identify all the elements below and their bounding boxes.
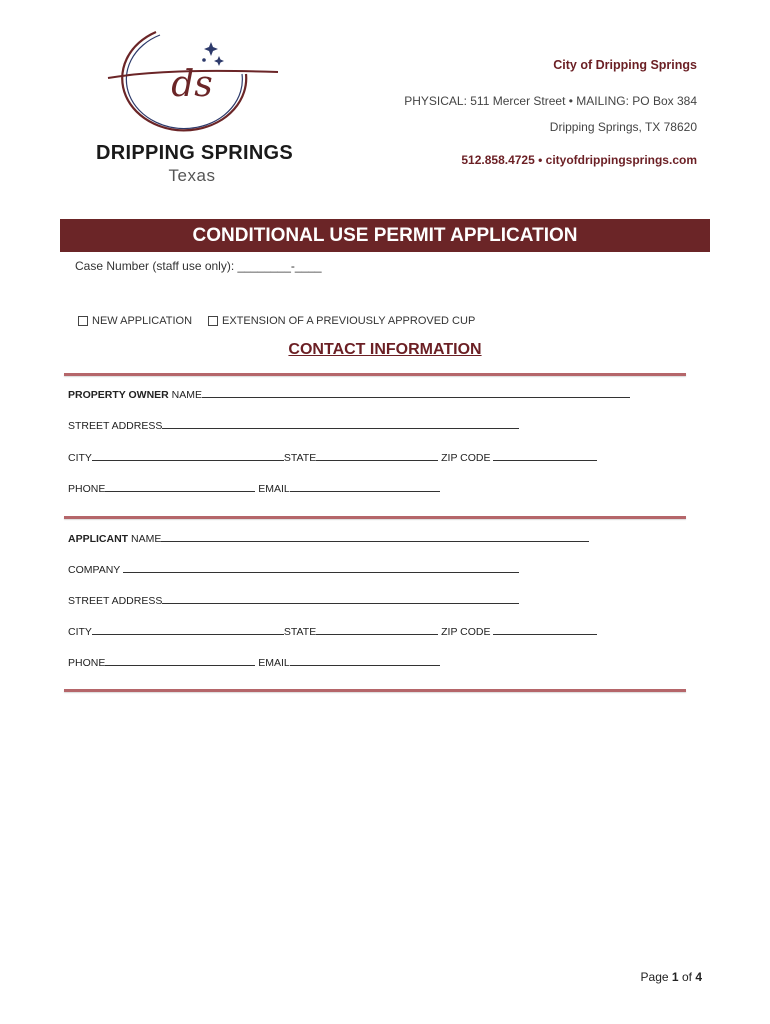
owner-name-label: NAME: [171, 389, 202, 401]
owner-city-line[interactable]: [92, 451, 284, 461]
owner-street-label: STREET ADDRESS: [68, 420, 163, 432]
applicant-company-label: COMPANY: [68, 564, 121, 576]
owner-phone-email-row[interactable]: [68, 482, 440, 495]
applicant-street-line[interactable]: [162, 594, 519, 604]
applicant-phone-label: PHONE: [68, 657, 106, 669]
page-current: 1: [671, 970, 679, 984]
applicant-company-field[interactable]: [68, 563, 519, 576]
owner-zip-label: ZIP CODE: [441, 452, 491, 464]
applicant-city-line[interactable]: [92, 625, 284, 635]
logo-state: Texas: [168, 166, 216, 185]
header-address: PHYSICAL: 511 Mercer Street • MAILING: PO Box 384: [404, 94, 697, 108]
applicant-zip-label: ZIP CODE: [441, 626, 491, 638]
applicant-role-label: APPLICANT: [68, 533, 129, 545]
applicant-email-line[interactable]: [290, 656, 440, 666]
applicant-state-line[interactable]: [316, 625, 438, 635]
section-divider: [64, 516, 686, 519]
applicant-city-label: CITY: [68, 626, 92, 638]
logo-emblem: [96, 22, 288, 142]
extension-label: EXTENSION OF A PREVIOUSLY APPROVED CUP: [222, 315, 476, 327]
new-application-option[interactable]: [78, 315, 192, 327]
applicant-phone-email-row[interactable]: [68, 656, 440, 669]
owner-street-field[interactable]: [68, 419, 519, 432]
applicant-zip-line[interactable]: [493, 625, 597, 635]
case-number-field: Case Number (staff use only): ________-____: [75, 259, 322, 273]
owner-state-label: STATE: [283, 452, 317, 464]
page-number: [641, 970, 702, 984]
applicant-email-label: EMAIL: [258, 657, 290, 669]
new-application-label: NEW APPLICATION: [92, 315, 193, 327]
applicant-phone-line[interactable]: [105, 656, 255, 666]
owner-zip-line[interactable]: [493, 451, 597, 461]
page-of-word: of: [681, 970, 692, 984]
applicant-city-state-zip-row[interactable]: [68, 625, 597, 638]
page-word: Page: [640, 970, 669, 984]
applicant-state-label: STATE: [283, 626, 317, 638]
owner-state-line[interactable]: [316, 451, 438, 461]
owner-city-state-zip-row[interactable]: [68, 451, 597, 464]
owner-phone-label: PHONE: [68, 483, 106, 495]
owner-email-label: EMAIL: [258, 483, 290, 495]
applicant-company-line[interactable]: [123, 563, 519, 573]
logo-name: DRIPPING SPRINGS: [96, 142, 294, 164]
header-city: City of Dripping Springs: [553, 58, 697, 72]
page-total: 4: [695, 970, 702, 984]
new-application-checkbox[interactable]: [78, 316, 88, 326]
page-title: CONDITIONAL USE PERMIT APPLICATION: [60, 219, 710, 252]
owner-name-line[interactable]: [202, 388, 630, 398]
section-title-text: CONTACT INFORMATION: [288, 341, 482, 358]
header-phone-website[interactable]: 512.858.4725 • cityofdrippingsprings.com: [461, 153, 697, 167]
extension-checkbox[interactable]: [208, 316, 218, 326]
section-divider: [64, 689, 686, 692]
applicant-name-line[interactable]: [161, 532, 589, 542]
owner-name-field[interactable]: [68, 388, 630, 401]
header-city-state-zip: Dripping Springs, TX 78620: [549, 120, 697, 134]
extension-option[interactable]: [208, 315, 475, 327]
owner-street-line[interactable]: [162, 419, 519, 429]
owner-email-line[interactable]: [290, 482, 440, 492]
section-divider: [64, 373, 686, 376]
owner-role-label: PROPERTY OWNER: [68, 389, 169, 401]
applicant-street-field[interactable]: [68, 594, 519, 607]
applicant-name-label: NAME: [131, 533, 162, 545]
section-title: [0, 341, 770, 359]
logo-monogram: ds: [171, 64, 213, 105]
owner-phone-line[interactable]: [105, 482, 255, 492]
owner-city-label: CITY: [68, 452, 92, 464]
applicant-street-label: STREET ADDRESS: [68, 595, 163, 607]
applicant-name-field[interactable]: [68, 532, 589, 545]
city-logo: [96, 22, 294, 192]
